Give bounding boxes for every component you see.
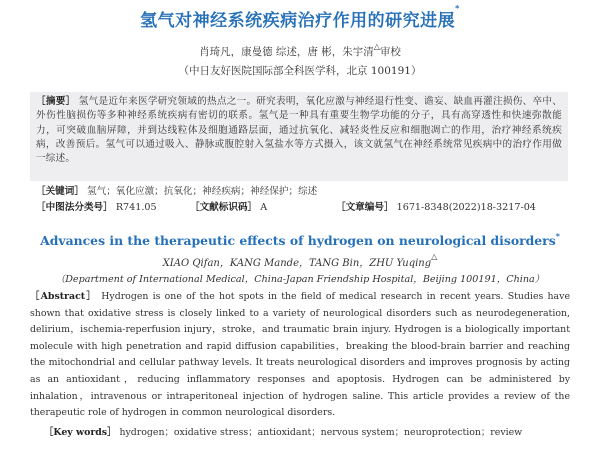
chinese-title bbox=[0, 6, 600, 31]
english-title-footnote-mark: * bbox=[555, 231, 560, 241]
classification-number-label: ［中图法分类号］ bbox=[36, 202, 113, 213]
english-abstract-label: ［Abstract］ bbox=[30, 291, 97, 302]
english-keywords-text: hydrogen；oxidative stress；antioxidant；nervous system；neuroprotection；review bbox=[119, 427, 523, 438]
english-abstract-text: Hydrogen is one of the hot spots in the field of medical research in recent years. Studies have shown that oxidative stress is closely linked to a variety of neurological disorders such as neurodegeneration, delirium，ischemia-reperfusion injury，stroke，and traumatic brain injury. Hydrogen is a biologically important molecule with high penetration and rapid diffusion capabilities，breaking the blood-brain barrier and reaching the mitochondrial and cellular pathway levels. It treats neurological disorders and improves prognosis by acting as an antioxidant，reducing inflammatory responses and apoptosis. Hydrogen can be administered by inhalation，intravenous or intraperitoneal injection of hydrogen saline. This article provides a review of the therapeutic role of hydrogen in common neurological disorders. bbox=[30, 291, 570, 419]
document-code-value: A bbox=[260, 202, 268, 213]
chinese-keywords-label: ［关键词］ bbox=[36, 186, 84, 197]
chinese-authors bbox=[0, 44, 600, 59]
chinese-abstract-box bbox=[30, 92, 568, 181]
chinese-abstract-label: ［摘要］ bbox=[36, 96, 76, 107]
english-title bbox=[0, 233, 600, 248]
document-code-label: ［文献标识码］ bbox=[190, 202, 258, 213]
english-authors bbox=[0, 254, 600, 269]
english-keywords bbox=[44, 424, 564, 438]
article-number-value: 1671-8348(2022)18-3217-04 bbox=[396, 202, 536, 213]
chinese-keywords bbox=[36, 183, 566, 197]
corresponding-author-mark: △ bbox=[373, 42, 380, 51]
chinese-title-footnote-mark: * bbox=[455, 4, 460, 13]
classification-number bbox=[36, 199, 157, 213]
english-abstract bbox=[30, 289, 570, 422]
article-number-label: ［文章编号］ bbox=[336, 202, 394, 213]
document-code bbox=[190, 199, 267, 213]
english-authors-text: XIAO Qifan，KANG Mande，TANG Bin，ZHU Yuqing bbox=[162, 258, 432, 269]
classification-row bbox=[36, 199, 566, 215]
chinese-abstract bbox=[36, 95, 562, 166]
chinese-affiliation: （中日友好医院国际部全科医学科，北京 100191） bbox=[178, 65, 422, 77]
article-number bbox=[336, 199, 536, 213]
chinese-title-text: 氢气对神经系统疾病治疗作用的研究进展 bbox=[140, 11, 456, 31]
english-corresponding-mark: △ bbox=[431, 252, 438, 261]
english-keywords-label: ［Key words］ bbox=[44, 427, 117, 438]
chinese-keywords-text: 氢气；氧化应激；抗氧化；神经疾病；神经保护；综述 bbox=[87, 186, 318, 197]
english-affiliation: （Department of International Medical，China-Japan Friendship Hospital，Beijing 100191，China） bbox=[55, 274, 545, 285]
english-title-text: Advances in the therapeutic effects of hydrogen on neurological disorders bbox=[40, 233, 556, 248]
chinese-authors-text: 肖琦凡，康曼德 综述，唐 彬，朱宇清 bbox=[199, 46, 374, 58]
classification-number-value: R741.05 bbox=[115, 202, 157, 213]
chinese-abstract-text: 氢气是近年来医学研究领域的热点之一。研究表明，氧化应激与神经退行性变、谵妄、缺血再灌注损伤、卒中、外伤性脑损伤等多种神经系统疾病有密切的联系。氢气是一种具有重要生物学功能的分子，具有高穿透性和快速弥散能力，可突破血脑屏障，并到达线粒体及细胞通路层面，通过抗氧化、减轻炎性反应和细胞凋亡的作用，治疗神经系统疾病，改善预后。氢气可以通过吸入、静脉或腹腔射入氢盐水等方式摄入，该文就氢气在神经系统常见疾病中的治疗作用做一综述。 bbox=[36, 96, 562, 165]
reviewer-suffix: 审校 bbox=[379, 46, 401, 58]
